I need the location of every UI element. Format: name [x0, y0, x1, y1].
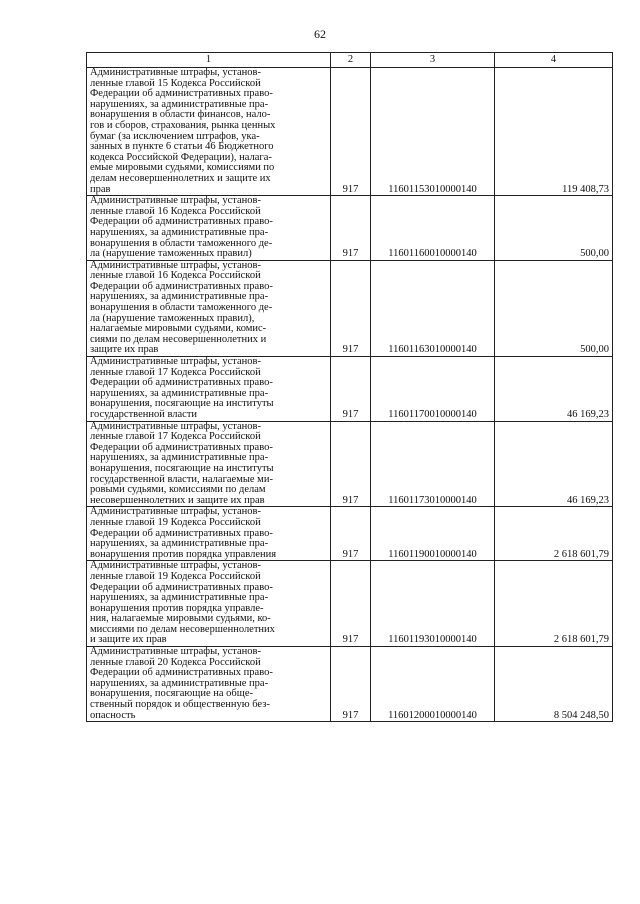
description-line: ния, налагаемые мировыми судьями, ко-	[90, 613, 271, 625]
table-body	[87, 68, 613, 722]
description-line: прав	[90, 183, 111, 195]
description-line: нарушениях, за административные пра-	[90, 291, 269, 303]
description-line: ленные главой 17 Кодекса Российской	[90, 366, 261, 378]
column-header-3: 3	[371, 53, 495, 68]
description-line: емые мировыми судьями, комиссиями по	[90, 162, 275, 174]
revenue-description-cell	[87, 196, 331, 261]
description-line: ленные главой 19 Кодекса Российской	[90, 570, 261, 582]
amount-cell: 2 618 601,79	[495, 561, 613, 647]
description-line: ственный порядок и общественную без-	[90, 699, 270, 711]
description-line: несовершеннолетних и защите их прав	[90, 494, 265, 506]
description-line: бумаг (за исключением штрафов, ука-	[90, 130, 260, 142]
budget-classification-code-cell: 11601170010000140	[371, 357, 495, 422]
administrator-code-cell: 917	[331, 68, 371, 196]
table-row	[87, 357, 613, 422]
description-line: вонарушения, посягающие на институты	[90, 398, 274, 410]
amount-cell: 2 618 601,79	[495, 507, 613, 561]
budget-classification-code-cell: 11601153010000140	[371, 68, 495, 196]
description-line: гов и сборов, страхования, рынка ценных	[90, 119, 276, 131]
budget-classification-code-cell: 11601160010000140	[371, 196, 495, 261]
description-line: Федерации об административных право-	[90, 667, 273, 679]
description-line: вонарушения против порядка управления	[90, 548, 277, 560]
page-number: 62	[314, 27, 326, 41]
table-row	[87, 196, 613, 261]
administrator-code-cell: 917	[331, 507, 371, 561]
column-header-2: 2	[331, 53, 371, 68]
administrator-code-cell: 917	[331, 357, 371, 422]
revenue-description-cell	[87, 421, 331, 507]
description-line: Федерации об административных право-	[90, 527, 273, 539]
description-line: ла (нарушение таможенных правил)	[90, 248, 252, 260]
administrator-code-cell: 917	[331, 647, 371, 722]
description-line: занных в пункте 6 статьи 46 Бюджетного	[90, 141, 274, 153]
description-line: Административные штрафы, установ-	[90, 67, 261, 78]
revenue-description-cell	[87, 507, 331, 561]
table-row	[87, 421, 613, 507]
description-line: Административные штрафы, установ-	[90, 259, 261, 271]
column-header-4: 4	[495, 53, 613, 68]
description-line: миссиями по делам несовершеннолетних	[90, 623, 275, 635]
description-line: Административные штрафы, установ-	[90, 195, 261, 207]
description-line: налагаемые мировыми судьями, комис-	[90, 323, 267, 335]
amount-cell: 500,00	[495, 260, 613, 356]
description-line: нарушениях, за административные пра-	[90, 592, 269, 604]
description-line: вонарушения в области таможенного де-	[90, 237, 273, 249]
table-row	[87, 68, 613, 196]
description-line: ленные главой 17 Кодекса Российской	[90, 431, 261, 443]
budget-classification-code-cell: 11601190010000140	[371, 507, 495, 561]
table-row	[87, 647, 613, 722]
description-line: Федерации об административных право-	[90, 377, 273, 389]
description-line: Федерации об административных право-	[90, 88, 273, 100]
description-line: Федерации об административных право-	[90, 441, 273, 453]
description-line: делам несовершеннолетних и защите их	[90, 172, 271, 184]
column-header-1: 1	[87, 53, 331, 68]
description-line: Федерации об административных право-	[90, 216, 273, 228]
table-row	[87, 561, 613, 647]
revenue-description-cell	[87, 260, 331, 356]
description-line: ленные главой 20 Кодекса Российской	[90, 656, 261, 668]
administrator-code-cell: 917	[331, 196, 371, 261]
description-line: ленные главой 19 Кодекса Российской	[90, 516, 261, 528]
column-number-header-row	[87, 53, 613, 68]
revenue-description-cell	[87, 647, 331, 722]
description-line: ленные главой 16 Кодекса Российской	[90, 270, 261, 282]
description-line: вонарушения, посягающие на институты	[90, 462, 274, 474]
description-line: нарушениях, за административные пра-	[90, 452, 269, 464]
description-line: ла (нарушение таможенных правил),	[90, 312, 255, 324]
description-line: кодекса Российской Федерации), налага-	[90, 151, 272, 163]
description-line: нарушениях, за административные пра-	[90, 98, 269, 110]
description-line: нарушениях, за административные пра-	[90, 677, 269, 689]
description-line: Административные штрафы, установ-	[90, 560, 261, 572]
amount-cell: 46 169,23	[495, 357, 613, 422]
description-line: вонарушения в области таможенного де-	[90, 302, 273, 314]
description-line: государственной власти, налагаемые ми-	[90, 473, 273, 485]
description-line: вонарушения в области финансов, нало-	[90, 109, 271, 121]
description-line: Административные штрафы, установ-	[90, 420, 261, 432]
description-line: нарушениях, за административные пра-	[90, 538, 269, 550]
description-line: Административные штрафы, установ-	[90, 356, 261, 368]
administrator-code-cell: 917	[331, 260, 371, 356]
description-line: защите их прав	[90, 344, 159, 356]
description-line: нарушениях, за административные пра-	[90, 387, 269, 399]
table-row	[87, 260, 613, 356]
amount-cell: 8 504 248,50	[495, 647, 613, 722]
description-line: сиями по делам несовершеннолетних и	[90, 333, 267, 345]
description-line: и защите их прав	[90, 634, 167, 646]
revenue-description-cell	[87, 561, 331, 647]
description-line: нарушениях, за административные пра-	[90, 226, 269, 238]
description-line: вонарушения против порядка управле-	[90, 602, 264, 614]
budget-revenue-table	[86, 52, 613, 722]
description-line: ленные главой 15 Кодекса Российской	[90, 77, 261, 89]
budget-classification-code-cell: 11601173010000140	[371, 421, 495, 507]
description-line: Федерации об административных право-	[90, 280, 273, 292]
table-row	[87, 507, 613, 561]
amount-cell: 46 169,23	[495, 421, 613, 507]
revenue-description-cell	[87, 357, 331, 422]
administrator-code-cell: 917	[331, 561, 371, 647]
description-line: Административные штрафы, установ-	[90, 506, 261, 518]
budget-classification-code-cell: 11601200010000140	[371, 647, 495, 722]
description-line: Федерации об административных право-	[90, 581, 273, 593]
revenue-description-cell	[87, 68, 331, 196]
description-line: ленные главой 16 Кодекса Российской	[90, 205, 261, 217]
description-line: опасность	[90, 709, 136, 721]
budget-classification-code-cell: 11601163010000140	[371, 260, 495, 356]
description-line: Административные штрафы, установ-	[90, 646, 261, 658]
amount-cell: 500,00	[495, 196, 613, 261]
administrator-code-cell: 917	[331, 421, 371, 507]
description-line: ровыми судьями, комиссиями по делам	[90, 484, 266, 496]
description-line: вонарушения, посягающие на обще-	[90, 688, 254, 700]
budget-classification-code-cell: 11601193010000140	[371, 561, 495, 647]
amount-cell: 119 408,73	[495, 68, 613, 196]
description-line: государственной власти	[90, 409, 198, 420]
